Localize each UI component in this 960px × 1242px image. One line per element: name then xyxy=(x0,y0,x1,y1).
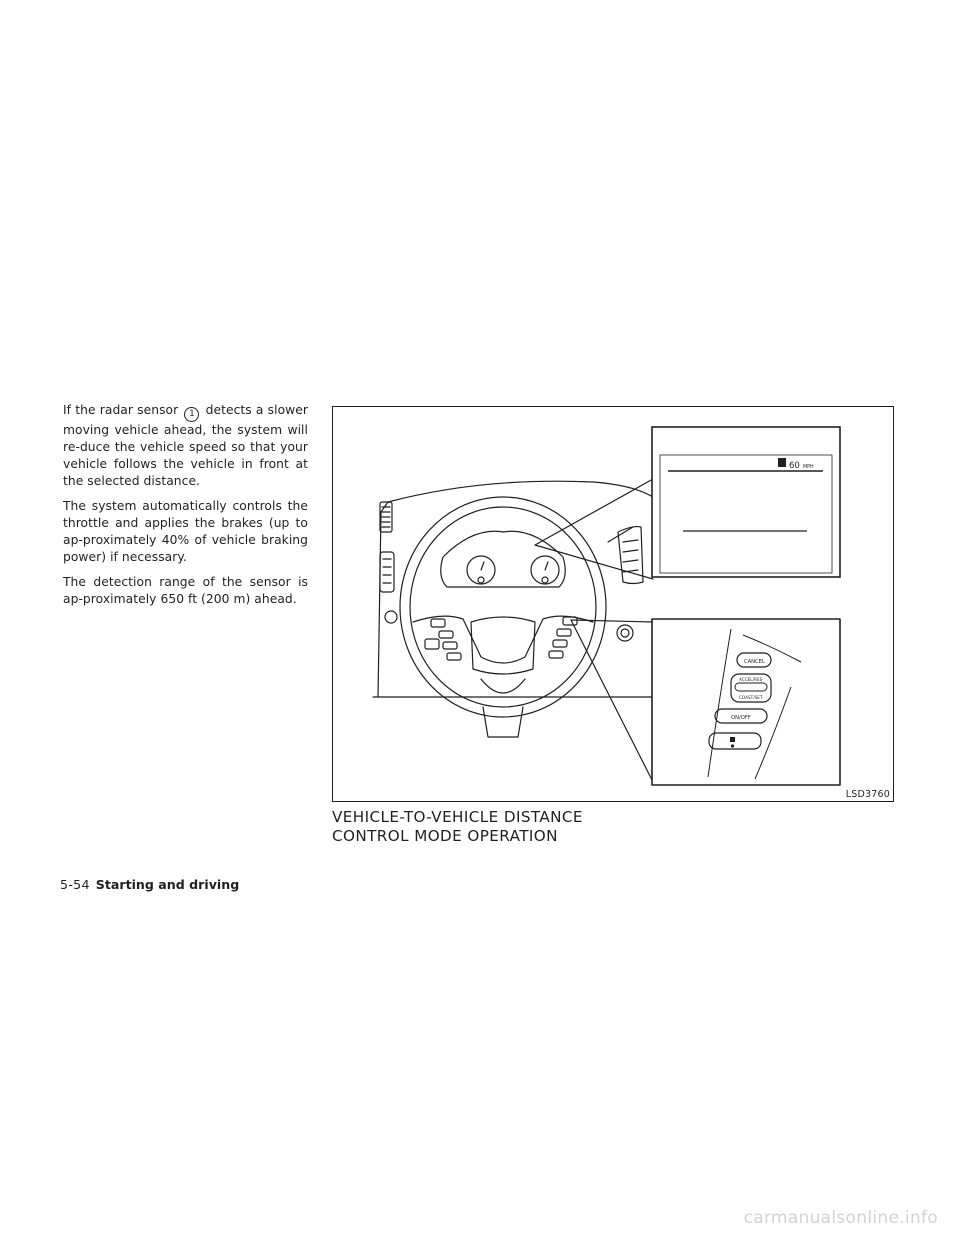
switch-coast-label: COAST/SET xyxy=(739,695,763,700)
paragraph-detection-range: The detection range of the sensor is ap-proximately 650 ft (200 m) ahead. xyxy=(63,575,308,606)
watermark: carmanualsonline.info xyxy=(743,1208,938,1228)
display-speed: 60 xyxy=(789,461,800,471)
display-inset xyxy=(652,427,840,577)
switch-onoff-label: ON/OFF xyxy=(731,715,751,721)
paragraph-throttle-brakes: The system automatically controls the throttle and applies the brakes (up to ap-proximately 40% of vehicle braking power) if necessary. xyxy=(63,499,308,564)
page-footer xyxy=(60,877,239,892)
page-number: 5-54 xyxy=(60,877,90,892)
switch-accel-label: ACCEL/RES xyxy=(739,677,763,682)
body-text-column xyxy=(63,402,308,616)
figure-steering-wheel-illustration xyxy=(332,406,894,802)
section-name: Starting and driving xyxy=(95,877,240,892)
switch-cancel-label: CANCEL xyxy=(744,659,765,665)
steering-wheel-drawing xyxy=(333,407,894,802)
callout-1-icon: 1 xyxy=(184,407,199,422)
switch-inset xyxy=(652,619,840,785)
section-heading xyxy=(332,808,732,846)
display-unit: MPH xyxy=(803,465,814,470)
paragraph-radar-sensor: If the radar sensor 1 detects a slower moving vehicle ahead, the system will re-duce the vehicle speed so that your vehicle follows the vehicle in front at the selected distance. xyxy=(63,403,308,488)
heading-line-1: VEHICLE-TO-VEHICLE DISTANCE xyxy=(332,808,583,826)
figure-code: LSD3760 xyxy=(845,789,890,800)
heading-line-2: CONTROL MODE OPERATION xyxy=(332,827,558,845)
